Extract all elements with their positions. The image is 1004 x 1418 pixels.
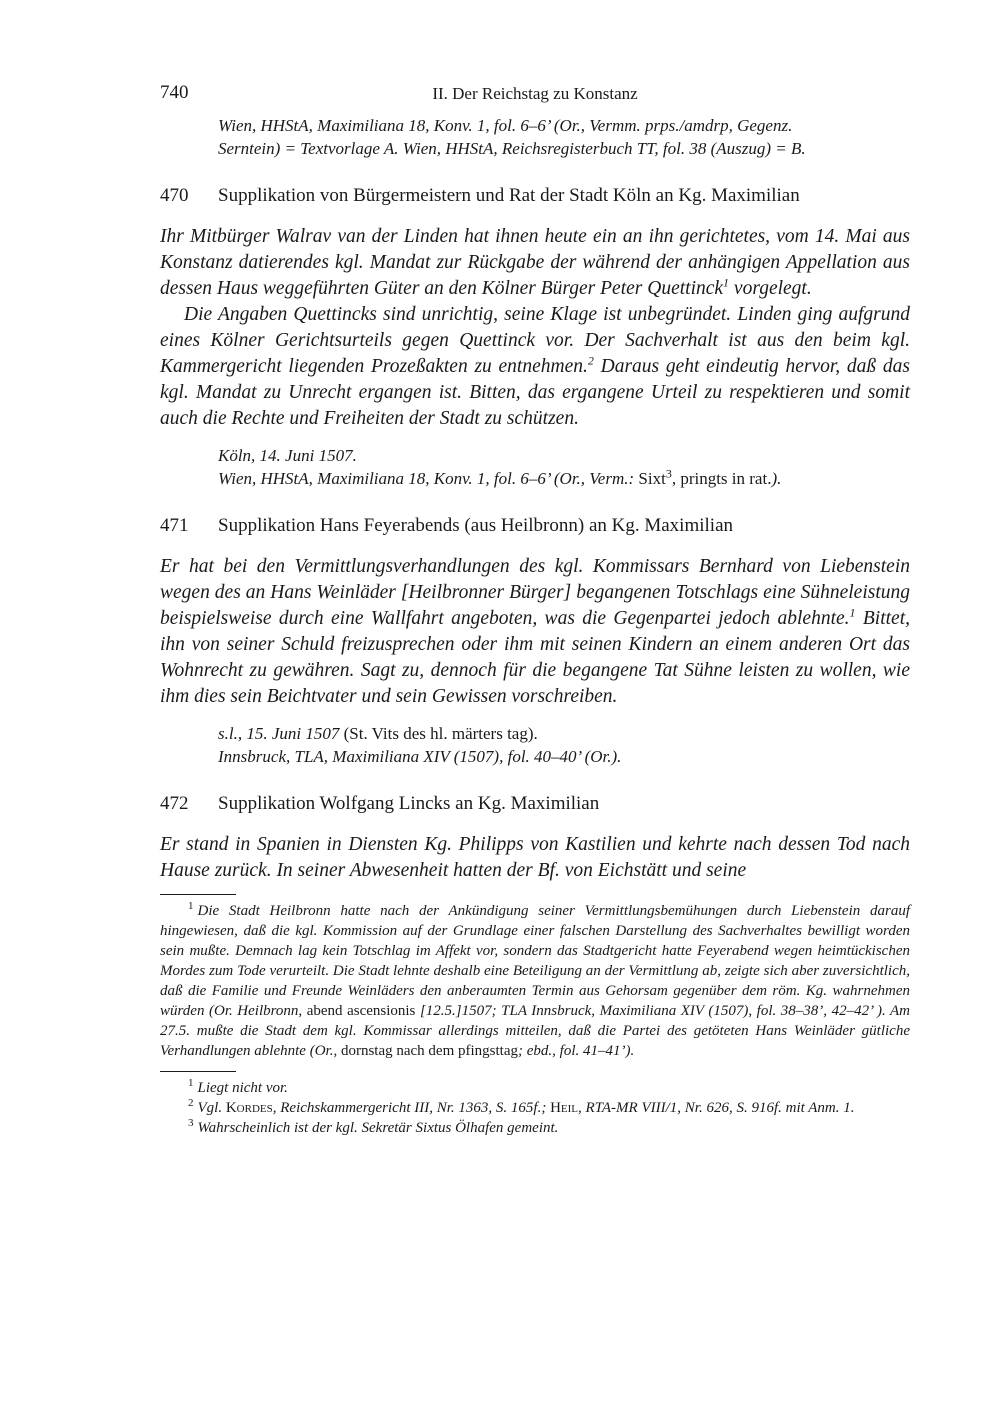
footnote-471-1-b: abend ascensionis (306, 1003, 416, 1019)
footnote-470-1-text: Liegt nicht vor. (197, 1080, 288, 1096)
doc-470-heading (160, 184, 910, 208)
top-source-note (218, 114, 910, 160)
footnote-ref: 1 (849, 605, 856, 620)
footnote-ref: 2 (587, 353, 594, 368)
doc-470-title: Supplikation von Bürgermeistern und Rat der Stadt Köln an Kg. Maximilian (218, 185, 800, 206)
doc-471-date (218, 722, 910, 745)
doc-470-source (218, 467, 910, 490)
footnote-470-2-e: , RTA-MR VIII/1, Nr. 626, S. 916f. mit Anm. 1. (578, 1100, 855, 1116)
doc-470-source-c: , pringts in rat. (671, 469, 772, 488)
footnote-mark: 1 (188, 900, 194, 912)
doc-470-number: 470 (160, 185, 189, 206)
footnote-470-2 (160, 1098, 910, 1118)
page (160, 78, 910, 1138)
doc-472-regest: Er stand in Spanien in Diensten Kg. Philipps von Kastilien und kehrte nach dessen Tod nach Hause zurück. In seiner Abwesenheit hatten der Bf. von Eichstätt und seine (160, 834, 910, 881)
footnote-471-1-e: ; ebd., fol. 41–41’). (518, 1043, 635, 1059)
top-source-line-1: Wien, HHStA, Maximiliana 18, Konv. 1, fol. 6–6’ (Or., Vermm. prps./amdrp, Gegenz. (218, 116, 793, 135)
footnotes-471 (160, 901, 910, 1061)
footnote-470-1 (160, 1078, 910, 1098)
doc-470-regest-2-end: Daraus geht eindeutig hervor, daß das kgl. Mandat zu Unrecht ergangen ist. Bitten, das ergangene Urteil zu respektieren und somit auch die Rechte und Freiheiten der Stadt zu schützen. (160, 356, 911, 429)
doc-470-regest-1 (160, 224, 910, 302)
doc-470-regest-1-end: vorgelegt. (729, 278, 812, 299)
running-head (160, 78, 910, 108)
footnote-470-3 (160, 1118, 910, 1138)
footnote-mark: 1 (188, 1077, 194, 1089)
footnote-470-3-text: Wahrscheinlich ist der kgl. Sekretär Sixtus Ölhafen gemeint. (197, 1120, 559, 1136)
doc-471-date-a: s.l., 15. Juni 1507 (218, 724, 340, 743)
doc-470-source-d: ). (771, 469, 782, 488)
author-name: Heil (550, 1100, 578, 1116)
doc-470-regest-1-text: Ihr Mitbürger Walrav van der Linden hat ihnen heute ein an ihn gerichtetes, vom 14. Mai aus Konstanz datierendes kgl. Mandat zur Rückgabe der während der anhängigen Appellation aus dessen Haus weggeführten Güter an den Kölner Bürger Peter Quettinck (160, 226, 910, 299)
footnote-mark: 3 (188, 1117, 194, 1129)
doc-472-number: 472 (160, 793, 189, 814)
doc-471-source: Innsbruck, TLA, Maximiliana XIV (1507), fol. 40–40’ (Or.). (218, 747, 622, 766)
footnote-rule (160, 1071, 236, 1072)
footnote-ref: 3 (665, 466, 672, 481)
doc-471-dating (218, 722, 910, 768)
footnote-471-1-a: Die Stadt Heilbronn hatte nach der Ankündigung seiner Vermittlungsbemühungen durch Liebenstein darauf hingewiesen, daß die kgl. Kommission auf der Grundlage einer falschen Darstellung des Sachverhaltes bewilligt worden sein mußte. Demnach lag kein Totschlag im Affekt vor, sondern das Stadtgericht hatte Feyerabend wegen heimtückischen Mordes zum Tode verurteilt. Die Stadt lehnte deshalb eine Beteiligung an der Vermittlung ab, zeigte sich aber zuversichtlich, daß die Familie und Freunde Weinläders den anberaumten Termin aus Gehorsam gegenüber dem röm. Kg. wahrnehmen würden (Or. Heilbronn, (160, 903, 910, 1019)
doc-470-regest-2 (160, 302, 910, 432)
top-source-line-2: Serntein) = Textvorlage A. Wien, HHStA, Reichsregisterbuch TT, fol. 38 (Auszug) = B. (218, 139, 806, 158)
doc-470-regest-2-text: Die Angaben Quettincks sind unrichtig, seine Klage ist unbegründet. Linden ging aufgrund eines Kölner Gerichtsurteils gegen Quettinck vor. Der Sachverhalt ist aus den beim kgl. Kammergericht liegenden Prozeßakten zu entnehmen. (160, 304, 910, 377)
footnotes-470 (160, 1078, 910, 1138)
doc-472-title: Supplikation Wolfgang Lincks an Kg. Maximilian (218, 793, 600, 814)
footnote-470-2-c: , Reichskammergericht III, Nr. 1363, S. 165f.; (272, 1100, 551, 1116)
footnote-ref: 1 (723, 275, 730, 290)
footnote-471-1-d: dornstag nach dem pfingsttag (340, 1043, 518, 1059)
running-title: II. Der Reichstag zu Konstanz (432, 84, 638, 103)
doc-470-source-b: Sixt (638, 469, 666, 488)
page-number: 740 (160, 82, 189, 103)
author-name: Kordes (225, 1100, 273, 1116)
doc-471-heading (160, 514, 910, 538)
doc-471-regest-end: Bittet, ihn von seiner Schuld freizusprechen oder ihm mit seinen Kindern an einem anderen Ort das Wohnrecht zu gewähren. Sagt zu, dennoch für die begangene Tat Sühne leisten zu wollen, wie ihm dies sein Beichtvater und sein Gewissen vorschreiben. (160, 608, 910, 707)
doc-471-title: Supplikation Hans Feyerabends (aus Heilbronn) an Kg. Maximilian (218, 515, 734, 536)
doc-471-date-b: (St. Vits des hl. märters tag). (339, 724, 538, 743)
doc-470-date: Köln, 14. Juni 1507. (218, 446, 357, 465)
footnote-471-1-c: [12.5.]1507; TLA Innsbruck, Maximiliana XIV (1507), fol. 38–38’, 42–42’ ). Am 27.5. mußte die Stadt dem kgl. Kommissar allerdings mitteilen, daß die Partei des getöteten Hans Weinläder gütliche Verhandlungen ablehnte (Or., (160, 1003, 910, 1059)
footnote-mark: 2 (188, 1097, 194, 1109)
footnote-rule (160, 894, 236, 895)
doc-471-regest-text: Er hat bei den Vermittlungsverhandlungen des kgl. Kommissars Bernhard von Liebenstein wegen des an Hans Weinläder [Heilbronner Bürger] begangenen Totschlags eine Sühneleistung beispielsweise durch eine Wallfahrt angeboten, was die Gegenpartei jedoch ablehnte. (160, 556, 910, 629)
footnote-471-1 (160, 901, 910, 1061)
doc-470-source-a: Wien, HHStA, Maximiliana 18, Konv. 1, fol. 6–6’ (Or., Verm.: (218, 469, 639, 488)
doc-472-heading (160, 792, 910, 816)
doc-471-number: 471 (160, 515, 189, 536)
doc-471-regest (160, 554, 910, 710)
doc-470-dating (218, 444, 910, 490)
footnote-470-2-a: Vgl. (197, 1100, 226, 1116)
